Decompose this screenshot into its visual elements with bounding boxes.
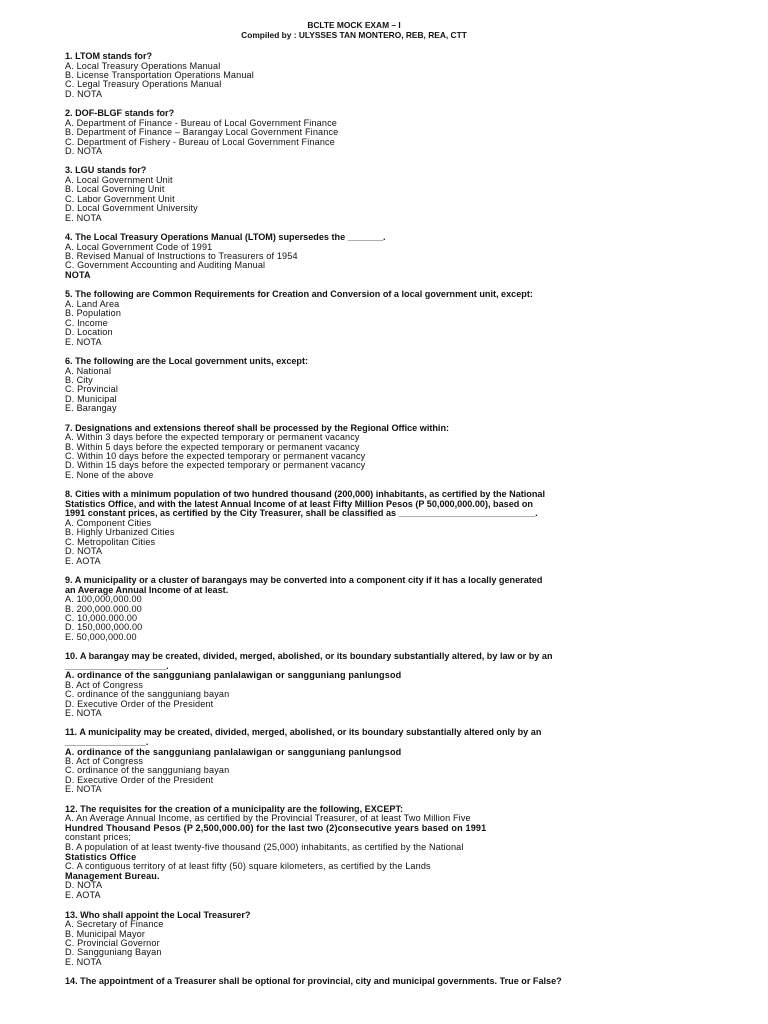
answer-option: A. Secretary of Finance xyxy=(65,919,164,930)
answer-option: D. 150,000,000.00 xyxy=(65,622,143,633)
question-stem: 12. The requisites for the creation of a municipality are the following, EXCEPT: xyxy=(65,803,404,814)
answer-option: E. 50,000,000.00 xyxy=(65,631,137,642)
answer-option: B. 200,000.000.00 xyxy=(65,603,142,614)
answer-option: D. Local Government University xyxy=(65,203,198,214)
question-stem: 8. Cities with a minimum population of two hundred thousand (200,000) inhabitants, as certified by the National Statistics Office, and with the latest Annual Income of at least Fifty Million Pesos (P 50,000,000.00), based on 1991 constant prices, as certified by the City Treasurer, shall be classified as ___________________________. xyxy=(65,489,546,519)
answer-option: A. Component Cities xyxy=(65,517,152,528)
question-3 xyxy=(65,166,768,223)
question-9 xyxy=(65,576,768,642)
answer-option: A. Local Treasury Operations Manual xyxy=(65,60,221,71)
answer-option: C. Department of Fishery - Bureau of Local Government Finance xyxy=(65,136,335,147)
option-b-line-2: Statistics Office xyxy=(65,851,137,862)
option-list xyxy=(65,367,768,414)
answer-option: A. Department of Finance - Bureau of Local Government Finance xyxy=(65,117,337,128)
answer-option: E. NOTA xyxy=(65,956,102,967)
question-7 xyxy=(65,424,768,481)
answer-option: NOTA xyxy=(65,269,91,280)
answer-option: B. Act of Congress xyxy=(65,756,144,766)
answer-option: B. Highly Urbanized Cities xyxy=(65,527,175,538)
option-b-line-1: B. A population of at least twenty-five thousand (25,000) inhabitants, as certified by the National xyxy=(65,842,464,852)
question-8 xyxy=(65,490,768,566)
answer-option: C. Legal Treasury Operations Manual xyxy=(65,79,222,90)
answer-option: B. Act of Congress xyxy=(65,679,144,690)
answer-option: D. Within 15 days before the expected temporary or permanent vacancy xyxy=(65,460,366,471)
answer-option: A. National xyxy=(65,365,112,376)
answer-option: C. Income xyxy=(65,317,108,328)
question-stem: 4. The Local Treasury Operations Manual (LTOM) supersedes the _______. xyxy=(65,232,386,243)
answer-option: E. NOTA xyxy=(65,708,102,718)
question-stem: 14. The appointment of a Treasurer shall be optional for provincial, city and municipal governments. True or False? xyxy=(65,976,562,987)
answer-option: D. Sangguniang Bayan xyxy=(65,947,162,958)
option-list xyxy=(65,433,768,480)
option-c-line-2: Management Bureau. xyxy=(65,870,160,881)
option-a-line-3: constant prices; xyxy=(65,832,132,843)
answer-option: B. Within 5 days before the expected temporary or permanent vacancy xyxy=(65,441,360,452)
option-list xyxy=(65,519,768,566)
answer-option: B. Revised Manual of Instructions to Treasurers of 1954 xyxy=(65,251,298,262)
question-stem: 2. DOF-BLGF stands for? xyxy=(65,108,175,119)
question-stem: 3. LGU stands for? xyxy=(65,165,147,176)
answer-option: A. ordinance of the sangguniang panlalawigan or sangguniang panlungsod xyxy=(65,670,402,681)
answer-option: E. Barangay xyxy=(65,403,117,414)
question-stem: 7. Designations and extensions thereof shall be processed by the Regional Office within: xyxy=(65,422,450,433)
answer-option: B. Municipal Mayor xyxy=(65,928,146,939)
answer-option: C. Labor Government Unit xyxy=(65,193,175,204)
answer-option: B. City xyxy=(65,374,93,385)
answer-option: C. ordinance of the sangguniang bayan xyxy=(65,765,230,776)
option-a-line-1: A. An Average Annual Income, as certified by the Provincial Treasurer, of at least Two Million Five xyxy=(65,813,471,824)
question-list xyxy=(65,52,768,987)
answer-option: A. ordinance of the sangguniang panlalawigan or sangguniang panlungsod xyxy=(65,746,402,757)
option-e: E. AOTA xyxy=(65,889,101,900)
answer-option: E. AOTA xyxy=(65,555,101,566)
option-list xyxy=(65,300,768,347)
question-stem: 11. A municipality may be created, divided, merged, abolished, or its boundary substantially altered only by an ________________. xyxy=(65,727,542,747)
answer-option: A. Local Government Unit xyxy=(65,175,173,186)
answer-option: E. NOTA xyxy=(65,336,102,347)
question-stem: 1. LTOM stands for? xyxy=(65,51,153,61)
answer-option: A. Local Government Code of 1991 xyxy=(65,241,213,252)
answer-option: D. NOTA xyxy=(65,146,103,157)
option-list xyxy=(65,62,768,100)
question-stem: 5. The following are Common Requirements for Creation and Conversion of a local government unit, except: xyxy=(65,289,533,300)
answer-option: C. Government Accounting and Auditing Manual xyxy=(65,260,266,271)
answer-option: D. Executive Order of the President xyxy=(65,774,214,785)
option-list xyxy=(65,243,768,281)
option-list xyxy=(65,176,768,223)
answer-option: A. Within 3 days before the expected temporary or permanent vacancy xyxy=(65,432,360,443)
answer-option: A. 100,000,000.00 xyxy=(65,594,142,605)
document-header xyxy=(65,20,643,40)
option-a-line-2: Hundred Thousand Pesos (P 2,500,000.00) for the last two (2)consecutive years based on 1991 xyxy=(65,822,487,833)
answer-option: B. Local Governing Unit xyxy=(65,184,165,195)
option-list xyxy=(65,119,768,157)
answer-option: C. 10,000.000.00 xyxy=(65,612,138,623)
question-5 xyxy=(65,290,768,347)
answer-option: A. Land Area xyxy=(65,298,120,309)
question-stem: 10. A barangay may be created, divided, merged, abolished, or its boundary substantially altered, by law or by an ____________________. xyxy=(65,651,553,671)
compiled-by: Compiled by : ULYSSES TAN MONTERO, REB, REA, CTT xyxy=(241,30,467,40)
question-1 xyxy=(65,52,768,99)
answer-option: E. None of the above xyxy=(65,469,154,480)
exam-title: BCLTE MOCK EXAM – I xyxy=(307,20,401,30)
question-11 xyxy=(65,728,768,794)
question-stem: 6. The following are the Local government units, except: xyxy=(65,355,309,366)
answer-option: E. NOTA xyxy=(65,784,102,795)
option-list xyxy=(65,595,768,642)
answer-option: E. NOTA xyxy=(65,212,102,223)
question-stem: 9. A municipality or a cluster of barangays may be converted into a component city if it has a locally generated an Average Annual Income of at least. xyxy=(65,574,543,595)
answer-option: B. Population xyxy=(65,308,122,319)
option-c-line-1: C. A contiguous territory of at least fifty (50) square kilometers, as certified by the Lands xyxy=(65,861,431,872)
question-14 xyxy=(65,977,768,987)
option-list xyxy=(65,748,768,795)
answer-option: C. Provincial xyxy=(65,384,118,395)
question-6 xyxy=(65,357,768,414)
question-4 xyxy=(65,233,768,280)
option-list xyxy=(65,920,768,967)
question-2 xyxy=(65,109,768,156)
question-stem: 13. Who shall appoint the Local Treasurer? xyxy=(65,909,251,920)
answer-option: C. Provincial Governor xyxy=(65,937,160,948)
answer-option: C. Metropolitan Cities xyxy=(65,536,156,547)
option-d: D. NOTA xyxy=(65,880,103,891)
question-10 xyxy=(65,652,768,718)
answer-option: D. Executive Order of the President xyxy=(65,698,214,709)
answer-option: B. License Transportation Operations Manual xyxy=(65,70,254,80)
question-13 xyxy=(65,911,768,968)
answer-option: D. Location xyxy=(65,327,113,338)
answer-option: C. Within 10 days before the expected temporary or permanent vacancy xyxy=(65,450,366,461)
option-list xyxy=(65,671,768,718)
question-12 xyxy=(65,805,768,901)
answer-option: D. NOTA xyxy=(65,88,103,99)
answer-option: D. NOTA xyxy=(65,546,103,557)
answer-option: D. Municipal xyxy=(65,393,117,404)
answer-option: C. ordinance of the sangguniang bayan xyxy=(65,689,230,700)
answer-option: B. Department of Finance – Barangay Local Government Finance xyxy=(65,127,339,138)
